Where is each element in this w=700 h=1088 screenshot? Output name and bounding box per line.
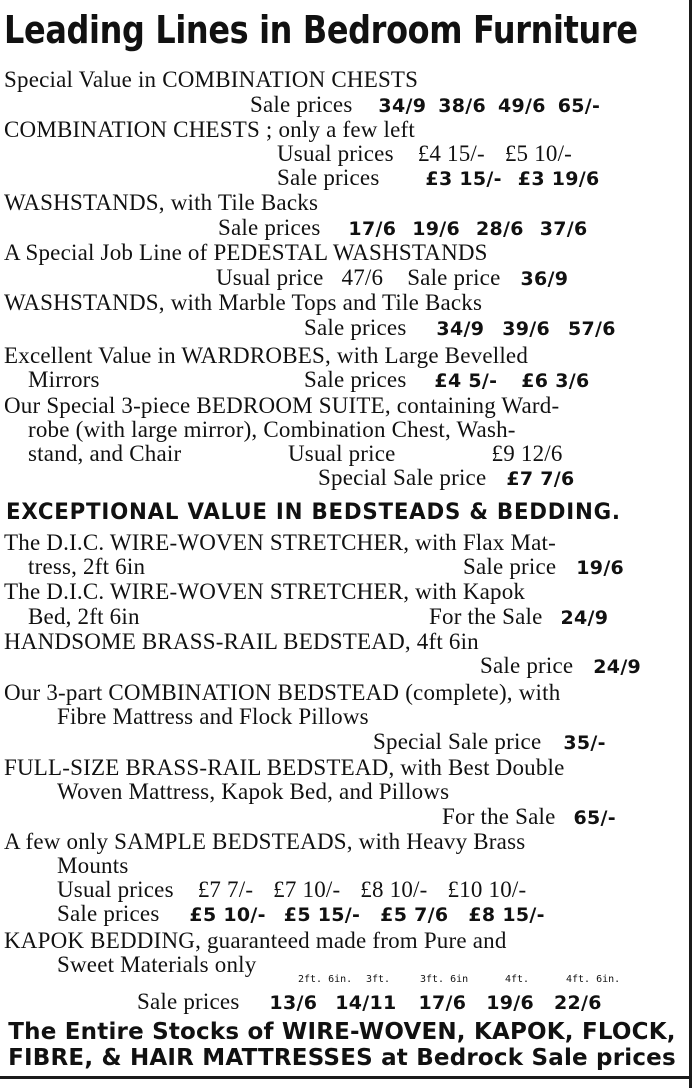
item-description: The D.I.C. WIRE-WOVEN STRETCHER, with Flax Mat- [4,530,556,555]
sale-price: £8 15/- [468,904,545,926]
sale-price: 19/6 [576,557,625,579]
item-description: COMBINATION CHESTS ; only a few left [4,117,415,142]
item-description: A few only SAMPLE BEDSTEADS, with Heavy Brass [4,829,526,854]
sale-price: 35/- [563,732,606,754]
usual-price: 47/6 [341,265,384,290]
price-label: Sale prices [250,92,353,117]
sale-price: 17/6 [348,218,397,240]
item-description: Special Value in COMBINATION CHESTS [4,67,419,92]
sale-price: 38/6 [438,95,486,117]
item-description: The D.I.C. WIRE-WOVEN STRETCHER, with Kapok [4,579,526,604]
price-label: For the Sale [442,804,556,829]
item-description: Our Special 3-piece BEDROOM SUITE, containing Ward- [4,393,560,418]
item-description-continued: Mirrors [28,367,100,392]
sale-price: 22/6 [554,992,602,1014]
sale-price: £5 15/- [283,904,361,926]
sale-price: 34/9 [378,95,427,117]
sale-price: 24/9 [560,607,609,629]
sale-price: 57/6 [567,318,616,340]
usual-price: £7 7/- [197,877,254,902]
sale-price: 19/6 [412,218,460,240]
price-label: Special Sale price [373,729,542,754]
item-description-continued: robe (with large mirror), Combination Chest, Wash- [28,417,516,442]
price-label: Usual prices [57,877,174,902]
price-label: Usual prices [277,141,394,166]
sale-price: 34/9 [436,318,485,340]
item-description: Our 3-part COMBINATION BEDSTEAD (complete), with [4,680,561,705]
item-description-continued: Mounts [57,853,129,878]
bottom-border-rule [0,1076,692,1079]
usual-price-line [288,441,563,466]
price-label: Sale prices [218,215,321,240]
sale-price: 28/6 [475,218,524,240]
usual-price-line [57,877,526,902]
price-label: Sale prices [277,165,380,190]
price-label: Usual price [216,265,324,290]
size-label: 3ft. [366,974,391,985]
size-label: 3ft. 6in [420,974,469,985]
sale-price-line [373,729,606,756]
usual-price: £5 10/- [504,141,573,166]
price-label: Sale prices [137,989,240,1014]
sale-price-line [442,804,616,831]
usual-price: £10 10/- [447,877,527,902]
sale-price: £4 5/- [434,370,498,392]
sale-price-line [429,604,608,631]
special-price: £7 7/6 [506,468,575,490]
sale-price-line [250,92,600,119]
usual-price: £9 12/6 [491,441,563,466]
item-description: A Special Job Line of PEDESTAL WASHSTANDS [4,240,488,265]
item-description: Excellent Value in WARDROBES, with Large Bevelled [4,343,529,368]
sale-price-line [304,367,590,394]
sale-price: 39/6 [502,318,550,340]
sale-price: £5 7/6 [380,904,449,926]
item-description: KAPOK BEDDING, guaranteed made from Pure and [4,928,507,953]
price-label: Sale prices [57,901,160,926]
price-label: Sale price [463,554,557,579]
item-description-continued: Woven Mattress, Kapok Bed, and Pillows [57,779,450,804]
sale-price: £6 3/6 [521,370,590,392]
section-heading: EXCEPTIONAL VALUE IN BEDSTEADS & BEDDING. [6,500,621,525]
footer-line-2: FIBRE, & HAIR MATTRESSES at Bedrock Sale prices [8,1045,676,1071]
usual-price: £8 10/- [360,877,428,902]
sale-price: 13/6 [269,992,318,1014]
sale-price-line [480,653,641,680]
item-description: FULL-SIZE BRASS-RAIL BEDSTEAD, with Best Double [4,755,565,780]
sale-price: 19/6 [486,992,535,1014]
sale-price: 65/- [573,807,616,829]
sale-price: 37/6 [539,218,588,240]
sale-price-line [57,901,545,928]
price-label: Sale prices [304,367,407,392]
usual-price-line [277,141,572,166]
headline: Leading Lines in Bedroom Furniture [4,8,638,52]
usual-price: £4 15/- [417,141,485,166]
sale-price-line [277,165,600,192]
sale-price: 17/6 [418,992,467,1014]
item-description: WASHSTANDS, with Marble Tops and Tile Backs [4,290,483,315]
sale-price: £5 10/- [189,904,266,926]
sale-price: £3 19/6 [517,168,600,190]
item-description-continued: tress, 2ft 6in [28,554,146,579]
price-label: Usual price [288,441,396,466]
price-label: Sale prices [304,315,407,340]
usual-price: £7 10/- [273,877,341,902]
special-price-line [318,465,575,492]
item-description: HANDSOME BRASS-RAIL BEDSTEAD, 4ft 6in [4,629,479,654]
footer-line-1: The Entire Stocks of WIRE-WOVEN, KAPOK, FLOCK, [8,1019,676,1045]
right-border-rule [689,0,692,1088]
price-label: Sale price [480,653,574,678]
item-description-continued: Sweet Materials only [57,952,257,977]
size-label: 4ft. 6in. [566,974,621,985]
sale-price-line [218,215,588,242]
item-description-continued: Bed, 2ft 6in [28,604,140,629]
sale-price: £3 15/- [425,168,502,190]
sale-price-line [137,989,602,1016]
sale-price: 36/9 [520,268,569,290]
price-label: For the Sale [429,604,543,629]
price-label: Special Sale price [318,465,487,490]
item-description: WASHSTANDS, with Tile Backs [4,190,319,215]
size-label: 4ft. [505,974,530,985]
sale-price: 24/9 [593,656,642,678]
sale-price: 49/6 [497,95,546,117]
price-label: Sale price [407,265,501,290]
sale-price-line [304,315,616,342]
sale-price: 14/11 [335,992,397,1014]
sale-price-line [463,554,624,581]
item-description-continued: Fibre Mattress and Flock Pillows [57,704,369,729]
price-line [216,265,568,292]
size-label: 2ft. 6in. [298,974,353,985]
item-description-continued: stand, and Chair [28,441,182,466]
sale-price: 65/- [557,95,601,117]
